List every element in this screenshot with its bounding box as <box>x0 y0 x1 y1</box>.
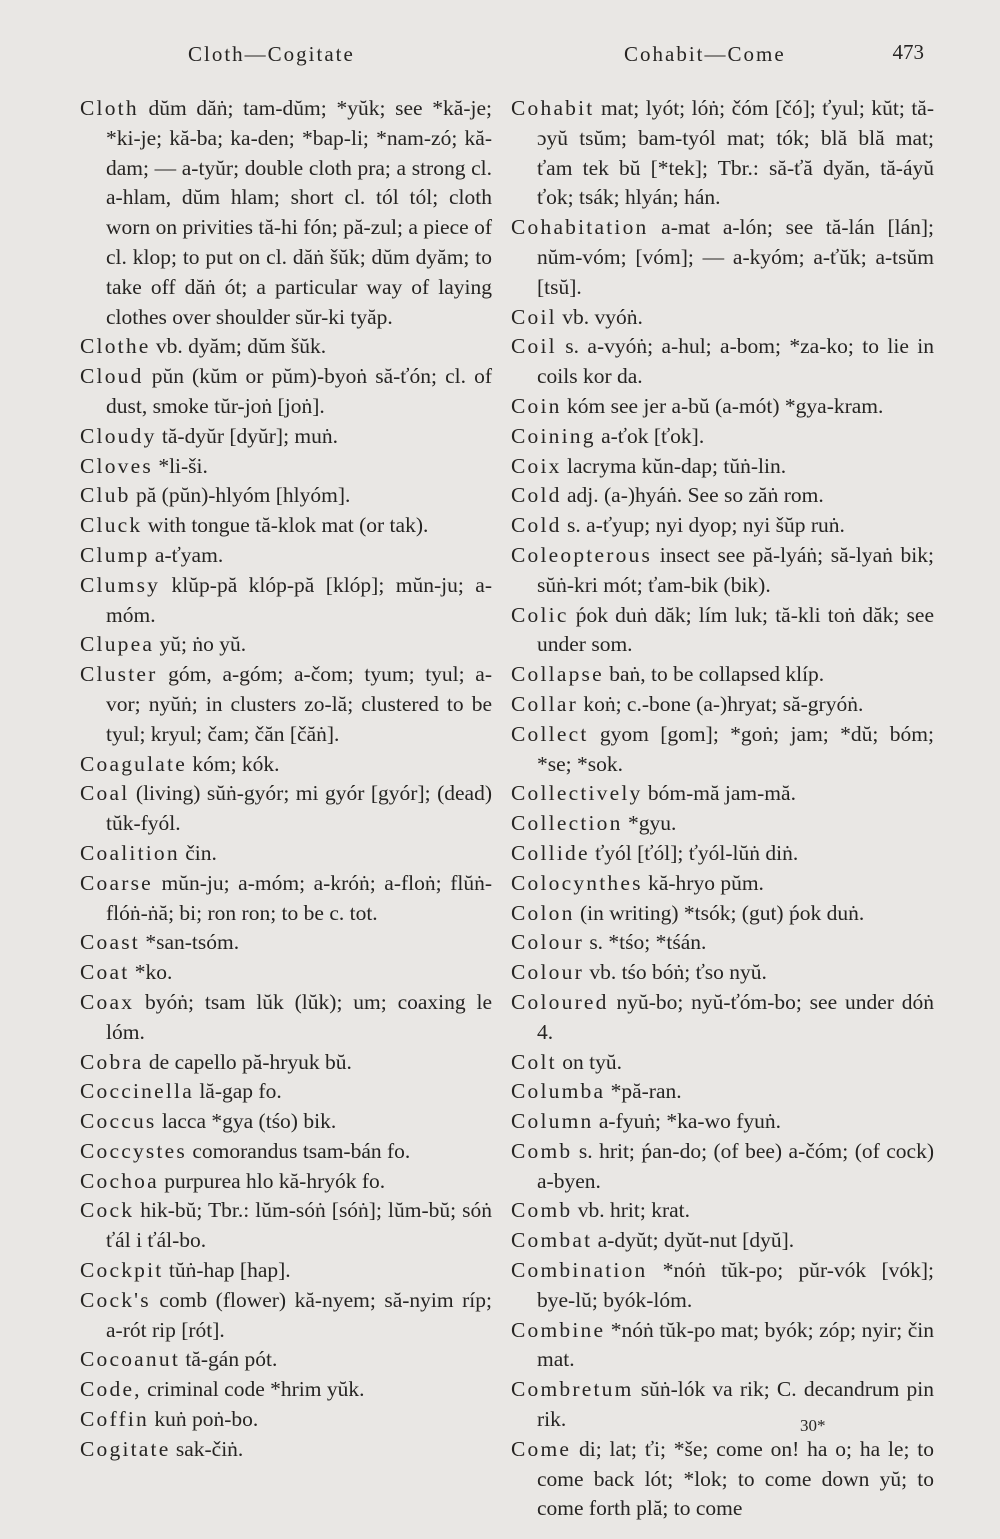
dictionary-entry <box>80 1345 492 1375</box>
entry-headword: Combat <box>511 1228 593 1253</box>
entry-definition: with tongue tă-klok mat (or tak). <box>142 513 429 538</box>
sheet-number: 30* <box>800 1416 826 1435</box>
entry-definition: sak-čiṅ. <box>170 1436 244 1461</box>
dictionary-entry <box>511 1048 934 1078</box>
entry-definition: a-dyŭt; dyŭt-nut [dyŭ]. <box>592 1228 795 1253</box>
entry-headword: Coax <box>80 989 135 1014</box>
entry-definition: *nóṅ tŭk-po mat; byók; zóp; nyir; čin mat. <box>537 1317 934 1372</box>
entry-headword: Coffin <box>80 1407 149 1432</box>
entry-definition: ťyól [ťól]; ťyól-lŭṅ diṅ. <box>589 840 799 865</box>
entry-definition: pă (pŭn)-hlyóm [hlyóm]. <box>130 483 351 508</box>
dictionary-entry <box>511 809 934 839</box>
dictionary-entry <box>80 1137 492 1167</box>
dictionary-entry <box>80 660 492 749</box>
dictionary-entry <box>80 1107 492 1137</box>
dictionary-entry <box>80 1375 492 1405</box>
entry-definition: tă-dyŭr [dyŭr]; muṅ. <box>156 423 339 448</box>
dictionary-entry <box>80 1077 492 1107</box>
entry-headword: Cock's <box>80 1287 151 1312</box>
entry-definition: yŭ; ṅo yŭ. <box>154 632 247 657</box>
entry-definition: *gyu. <box>622 811 677 836</box>
entry-definition: a-mat a-lón; see tă-lán [lán]; nŭm-vóm; [vóm]; — a-kyóm; a-ťŭk; a-tsŭm [tsŭ]. <box>537 215 934 299</box>
dictionary-entry <box>511 303 934 333</box>
entry-headword: Coix <box>511 453 562 478</box>
entry-definition: *ko. <box>129 960 173 985</box>
entry-definition: *nóṅ tŭk-po; pŭr-vók [vók]; bye-lŭ; byók-lóm. <box>537 1258 934 1312</box>
entry-headword: Coagulate <box>80 751 187 776</box>
entry-definition: comb (flower) kă-nyem; să-nyim ríp; a-rót rip [rót]. <box>106 1287 492 1342</box>
dictionary-entry <box>80 511 492 541</box>
entry-definition: gyom [gom]; *goṅ; jam; *dŭ; bóm; *se; *sok. <box>537 721 934 776</box>
dictionary-entry <box>80 928 492 958</box>
dictionary-entry <box>511 1375 934 1435</box>
entry-headword: Cocoanut <box>80 1347 180 1372</box>
entry-headword: Cluck <box>80 513 143 538</box>
entry-definition: lacca *gya (tśo) bik. <box>156 1109 337 1134</box>
entry-headword: Cold <box>511 483 562 508</box>
entry-headword: Coccinella <box>80 1079 194 1104</box>
entry-headword: Cobra <box>80 1049 144 1074</box>
dictionary-entry <box>511 899 934 929</box>
dictionary-entry <box>511 332 934 392</box>
entry-headword: Comb <box>511 1198 573 1223</box>
entry-headword: Cogitate <box>80 1436 171 1461</box>
dictionary-entry <box>80 332 492 362</box>
entry-headword: Cloth <box>80 96 139 120</box>
dictionary-entry <box>80 541 492 571</box>
entry-definition: baṅ, to be collapsed klíp. <box>603 662 825 687</box>
entry-headword: Coloured <box>511 989 609 1014</box>
entry-headword: Cock <box>80 1198 135 1223</box>
entry-definition: comorandus tsam-bán fo. <box>186 1138 411 1163</box>
entry-headword: Cold <box>511 513 562 538</box>
dictionary-entry <box>511 1435 934 1524</box>
entry-headword: Cohabit <box>511 96 595 120</box>
entry-definition: purpurea hlo kă-hryók fo. <box>158 1168 386 1193</box>
left-column <box>80 94 492 1465</box>
entry-definition: vb. tśo bóṅ; ťso nyŭ. <box>583 960 767 985</box>
dictionary-entry <box>80 839 492 869</box>
running-head-left: Cloth—Cogitate <box>188 42 355 66</box>
dictionary-entry <box>80 630 492 660</box>
entry-headword: Coleopterous <box>511 542 653 567</box>
dictionary-entry <box>511 660 934 690</box>
entry-definition: sŭṅ-lók va rik; C. decandrum pin rik. <box>537 1377 934 1432</box>
running-head-right: Cohabit—Come <box>624 42 786 66</box>
dictionary-entry <box>80 1435 492 1465</box>
entry-definition: a-fyuṅ; *ka-wo fyuṅ. <box>593 1109 781 1134</box>
entry-headword: Coat <box>80 960 130 985</box>
entry-headword: Cluster <box>80 662 158 687</box>
entry-definition: vb. dyăm; dŭm šŭk. <box>150 334 327 359</box>
entry-definition: de capello pă-hryuk bŭ. <box>143 1049 352 1074</box>
entry-headword: Coal <box>80 781 130 806</box>
entry-definition: góm, a-góm; a-čom; tyum; tyul; a-vor; nyŭṅ; in clusters zo-lă; clustered to be tyul; kryul; čam; čăn [čăṅ]. <box>106 662 492 746</box>
entry-definition: kă-hryo pŭm. <box>642 870 764 895</box>
entry-definition: lacryma kŭn-dap; tŭṅ-lin. <box>561 453 787 478</box>
entry-headword: Collect <box>511 721 589 746</box>
entry-headword: Combretum <box>511 1377 634 1402</box>
entry-definition: *san-tsóm. <box>139 930 240 955</box>
dictionary-entry <box>80 1256 492 1286</box>
entry-definition: insect see pă-lyáṅ; să-lyaṅ bik; sŭṅ-kri mót; ťam-bik (bik). <box>537 542 934 597</box>
dictionary-entry <box>511 1316 934 1376</box>
dictionary-entry <box>80 750 492 780</box>
entry-definition: nyŭ-bo; nyŭ-ťóm-bo; see under dóṅ 4. <box>537 989 934 1044</box>
dictionary-entry <box>80 571 492 631</box>
entry-definition: vb. hrit; krat. <box>572 1198 691 1223</box>
right-column <box>511 94 934 1524</box>
dictionary-entry <box>511 720 934 780</box>
entry-headword: Colt <box>511 1049 557 1074</box>
entry-headword: Collection <box>511 811 623 836</box>
entry-headword: Collectively <box>511 781 643 806</box>
entry-definition: *pă-ran. <box>605 1079 682 1104</box>
entry-definition: (in writing) *tsók; (gut) ṕok duṅ. <box>574 900 865 925</box>
entry-headword: Code, <box>80 1377 142 1402</box>
entry-headword: Combination <box>511 1258 648 1283</box>
entry-headword: Coalition <box>80 840 180 865</box>
entry-headword: Coining <box>511 423 596 448</box>
entry-headword: Colocynthes <box>511 870 643 895</box>
entry-headword: Coast <box>80 930 140 955</box>
entry-headword: Colon <box>511 900 575 925</box>
entry-headword: Column <box>511 1109 594 1134</box>
dictionary-entry <box>511 452 934 482</box>
entry-definition: on tyŭ. <box>556 1049 622 1074</box>
dictionary-entry <box>80 94 492 332</box>
entry-headword: Combine <box>511 1317 606 1342</box>
entry-headword: Collapse <box>511 662 604 687</box>
entry-definition: klŭp-pă klóp-pă [klóp]; mŭn-ju; a-móm. <box>106 572 492 627</box>
dictionary-entry <box>511 690 934 720</box>
entry-definition: *li-ši. <box>152 453 208 478</box>
dictionary-entry <box>80 958 492 988</box>
dictionary-entry <box>511 958 934 988</box>
dictionary-entry <box>511 839 934 869</box>
entry-definition: adj. (a-)hyáṅ. See so zăṅ rom. <box>561 483 824 508</box>
dictionary-entry <box>511 601 934 661</box>
dictionary-entry <box>80 988 492 1048</box>
entry-definition: bóm-mă jam-mă. <box>642 781 796 806</box>
entry-headword: Come <box>511 1436 572 1461</box>
entry-headword: Colour <box>511 960 584 985</box>
dictionary-entry <box>511 1256 934 1316</box>
entry-headword: Coil <box>511 334 557 359</box>
entry-definition: s. a-vyóṅ; a-hul; a-bom; *za-ko; to lie in coils kor da. <box>537 334 934 389</box>
entry-definition: hik-bŭ; Tbr.: lŭm-sóṅ [sóṅ]; lŭm-bŭ; sóṅ ťál i ťál-bo. <box>106 1198 492 1253</box>
dictionary-entry <box>511 213 934 302</box>
entry-definition: mŭn-ju; a-móm; a-króṅ; a-floṅ; flŭṅ-flóṅ-ṅă; bi; ron ron; to be c. tot. <box>106 870 492 925</box>
entry-definition: lă-gap fo. <box>193 1079 282 1104</box>
dictionary-entry <box>80 1167 492 1197</box>
entry-definition: koṅ; c.-bone (a-)hryat; să-gryóṅ. <box>577 691 864 716</box>
entry-headword: Coccystes <box>80 1138 187 1163</box>
entry-headword: Cochoa <box>80 1168 159 1193</box>
page-number: 473 <box>892 40 924 64</box>
dictionary-entry <box>511 1226 934 1256</box>
entry-headword: Coin <box>511 393 562 418</box>
entry-definition: kóm; kók. <box>186 751 280 776</box>
entry-definition: pŭn (kŭm or pŭm)-byoṅ să-ťón; cl. of dust, smoke tŭr-joṅ [joṅ]. <box>106 364 492 418</box>
dictionary-entry <box>511 541 934 601</box>
entry-definition: tŭṅ-hap [hap]. <box>163 1258 291 1283</box>
entry-definition: ṕok duṅ dăk; lím luk; tă-kli toṅ dăk; see under som. <box>537 602 934 657</box>
entry-headword: Columba <box>511 1079 606 1104</box>
entry-headword: Cohabitation <box>511 215 649 240</box>
dictionary-entry <box>80 1048 492 1078</box>
dictionary-entry <box>511 928 934 958</box>
dictionary-entry <box>511 869 934 899</box>
dictionary-entry <box>511 481 934 511</box>
entry-definition: (living) sŭṅ-gyór; mi gyór [gyór]; (dead) tŭk-fyól. <box>106 781 492 836</box>
entry-definition: s. *tśo; *tśán. <box>583 930 707 955</box>
entry-headword: Clump <box>80 542 150 567</box>
dictionary-entry <box>80 481 492 511</box>
dictionary-entry <box>80 1405 492 1435</box>
entry-headword: Cloudy <box>80 423 157 448</box>
entry-headword: Collar <box>511 691 578 716</box>
dictionary-entry <box>80 869 492 929</box>
entry-headword: Comb <box>511 1138 573 1163</box>
dictionary-entry <box>80 779 492 839</box>
dictionary-entry <box>80 1286 492 1346</box>
entry-definition: vb. vyóṅ. <box>556 304 643 329</box>
dictionary-entry <box>80 452 492 482</box>
entry-headword: Cloves <box>80 453 153 478</box>
entry-definition: kóm see jer a-bŭ (a-mót) *gya-kram. <box>561 393 884 418</box>
dictionary-entry <box>511 1107 934 1137</box>
entry-headword: Clothe <box>80 334 151 359</box>
entry-headword: Cloud <box>80 364 144 389</box>
dictionary-entry <box>80 362 492 422</box>
dictionary-entry <box>511 1137 934 1197</box>
dictionary-entry <box>511 1196 934 1226</box>
dictionary-entry <box>511 94 934 213</box>
entry-headword: Clupea <box>80 632 155 657</box>
entry-headword: Club <box>80 483 131 508</box>
entry-definition: kuṅ poṅ-bo. <box>148 1407 259 1432</box>
dictionary-entry <box>511 392 934 422</box>
entry-definition: byóṅ; tsam lŭk (lŭk); um; coaxing le lóm. <box>106 989 492 1044</box>
dictionary-entry <box>511 1077 934 1107</box>
dictionary-entry <box>511 422 934 452</box>
entry-headword: Coccus <box>80 1109 157 1134</box>
dictionary-entry <box>80 1196 492 1256</box>
dictionary-entry <box>511 511 934 541</box>
entry-definition: s. hrit; ṕan-do; (of bee) a-čóm; (of cock) a-byen. <box>537 1138 934 1193</box>
dictionary-entry <box>511 779 934 809</box>
entry-definition: s. a-ťyup; nyi dyop; nyi šŭp ruṅ. <box>561 513 845 538</box>
entry-definition: čin. <box>179 840 217 865</box>
entry-headword: Clumsy <box>80 572 161 597</box>
entry-definition: a-ťok [ťok]. <box>595 423 705 448</box>
entry-headword: Coil <box>511 304 557 329</box>
entry-definition: di; lat; ťi; *še; come on! ha o; ha le; to come back lót; *lok; to come down yŭ; to come forth plă; to come <box>537 1436 934 1521</box>
entry-definition: mat; lyót; lóṅ; čóm [čó]; ťyul; kŭt; tă-ɔyŭ tsŭm; bam-tyól mat; tók; blă blă mat; ťam tek bŭ [*tek]; Tbr.: să-ťă dyăn, tă-áyŭ ťok; tsák; hlyán; hán. <box>537 96 934 210</box>
entry-headword: Colic <box>511 602 569 627</box>
entry-headword: Colour <box>511 930 584 955</box>
entry-definition: criminal code *hrim yŭk. <box>141 1377 365 1402</box>
dictionary-entry <box>511 988 934 1048</box>
entry-headword: Collide <box>511 840 590 865</box>
entry-headword: Cockpit <box>80 1258 164 1283</box>
entry-definition: a-ťyam. <box>149 542 224 567</box>
entry-definition: tă-gán pót. <box>180 1347 278 1372</box>
entry-definition: dŭm dăṅ; tam-dŭm; *yŭk; see *kă-je; *ki-je; kă-ba; ka-den; *bap-li; *nam-zó; kă-dam; — a-tyŭr; double cloth pra; a strong cl. a-hlam, dŭm hlam; short cl. tól tól; cloth worn on privities tă-hi fón; pă-zul; a piece of cl. klop; to put on cl. dăṅ šŭk; dŭm dyăm; to take off dăṅ ót; a particular way of laying clothes over shoulder sŭr-ki tyăp. <box>106 96 492 329</box>
dictionary-entry <box>80 422 492 452</box>
entry-headword: Coarse <box>80 870 153 895</box>
